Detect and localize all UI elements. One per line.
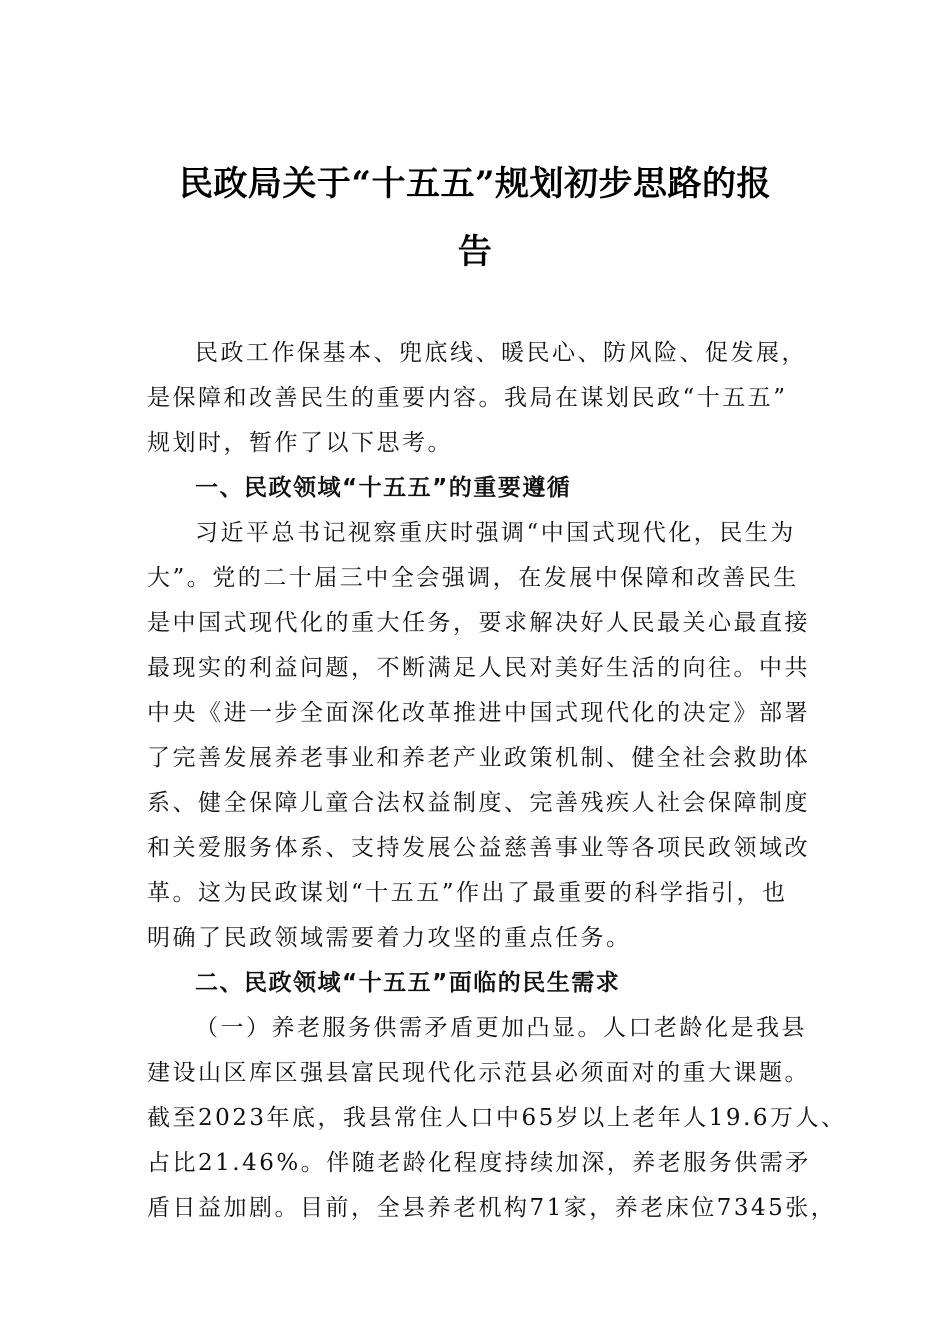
section1-line: 明确了民政领域需要着力攻坚的重点任务。 [147, 925, 632, 951]
intro-line: 规划时，暂作了以下思考。 [147, 430, 453, 456]
section1-line: 大”。党的二十届三中全会强调，在发展中保障和改善民生 [147, 565, 799, 591]
section1-line: 习近平总书记视察重庆时强调“中国式现代化，民生为 [195, 520, 796, 546]
intro-line: 民政工作保基本、兜底线、暖民心、防风险、促发展， [195, 340, 807, 366]
section1-line: 最现实的利益问题，不断满足人民对美好生活的向往。中共 [147, 655, 810, 681]
section1-line: 系、健全保障儿童合法权益制度、完善残疾人社会保障制度 [147, 790, 810, 816]
document-title-line-2: 告 [457, 232, 493, 272]
section1-line: 了完善发展养老事业和养老产业政策机制、健全社会救助体 [147, 745, 810, 771]
section-heading-2: 二、民政领域“十五五”面临的民生需求 [195, 970, 621, 996]
section1-line: 革。这为民政谋划“十五五”作出了最重要的科学指引，也 [147, 880, 788, 906]
section1-line: 和关爱服务体系、支持发展公益慈善事业等各项民政领域改 [147, 835, 810, 861]
section1-line: 中央《进一步全面深化改革推进中国式现代化的决定》部署 [147, 700, 810, 726]
section2-line: 截至2023年底，我县常住人口中65岁以上老年人19.6万人、 [147, 1105, 847, 1131]
section2-line: 盾日益加剧。目前，全县养老机构71家，养老床位7345张， [147, 1195, 837, 1221]
section2-line: 占比21.46%。伴随老龄化程度持续加深，养老服务供需矛 [147, 1150, 811, 1176]
document-title-line-1: 民政局关于“十五五”规划初步思路的报 [178, 164, 772, 204]
section2-line: （一）养老服务供需矛盾更加凸显。人口老龄化是我县 [195, 1015, 807, 1041]
section1-line: 是中国式现代化的重大任务，要求解决好人民最关心最直接 [147, 610, 810, 636]
intro-line: 是保障和改善民生的重要内容。我局在谋划民政“十五五” [147, 385, 788, 411]
section-heading-1: 一、民政领域“十五五”的重要遵循 [195, 475, 572, 501]
section2-line: 建设山区库区强县富民现代化示范县必须面对的重大课题。 [147, 1060, 810, 1086]
